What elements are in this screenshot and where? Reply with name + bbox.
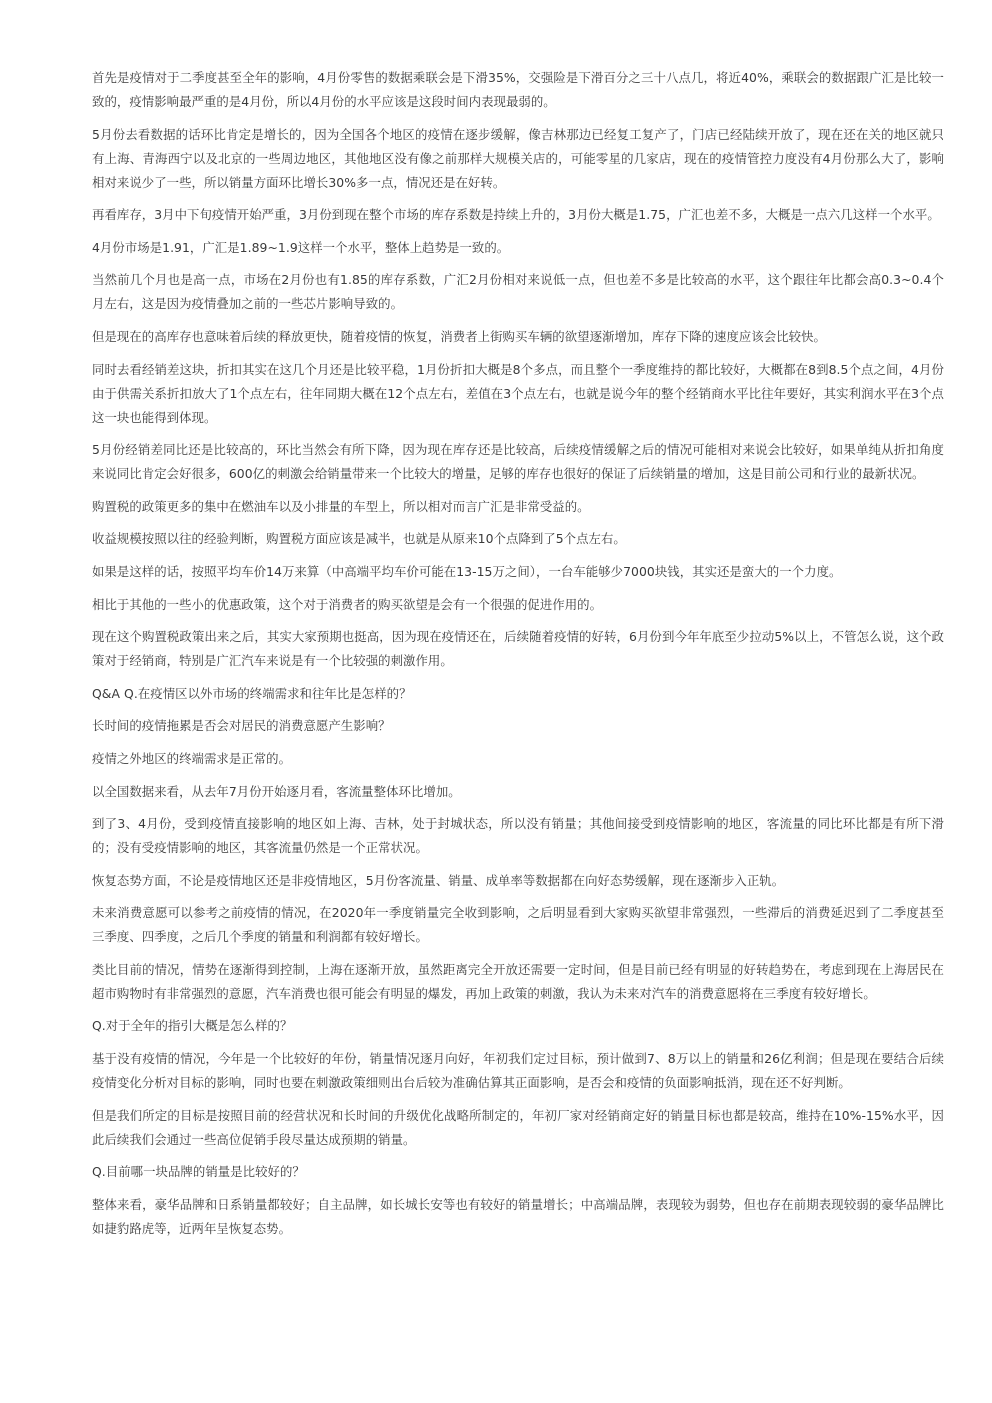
paragraph: 当然前几个月也是高一点，市场在2月份也有1.85的库存系数，广汇2月份相对来说低一点，但也差不多是比较高的水平，这个跟往年比都会高0.3~0.4个月左右，这是因为疫情叠加之前的一些芯片影响导致的。 (92, 272, 944, 312)
paragraph: 但是我们所定的目标是按照目前的经营状况和长时间的升级优化战略所制定的，年初厂家对经销商定好的销量目标也都是较高，维持在10%-15%水平，因此后续我们会通过一些高位促销手段尽量达成预期的销量。 (92, 1107, 944, 1147)
paragraph: 未来消费意愿可以参考之前疫情的情况，在2020年一季度销量完全收到影响，之后明显看到大家购买欲望非常强烈，一些滞后的消费延迟到了二季度甚至三季度、四季度，之后几个季度的销量和利润都有较好增长。 (92, 905, 944, 945)
paragraph: 5月份去看数据的话环比肯定是增长的，因为全国各个地区的疫情在逐步缓解，像吉林那边已经复工复产了，门店已经陆续开放了，现在还在关的地区就只有上海、青海西宁以及北京的一些周边地区，其他地区没有像之前那样大规模关店的，可能零星的几家店，现在的疫情管控力度没有4月份那么大了，影响相对来说少了一些，所以销量方面环比增长30%多一点，情况还是在好转。 (92, 126, 944, 190)
paragraph: 基于没有疫情的情况，今年是一个比较好的年份，销量情况逐月向好，年初我们定过目标，预计做到7、8万以上的销量和26亿利润；但是现在要结合后续疫情变化分析对目标的影响，同时也要在刺激政策细则出台后较为准确估算其正面影响，是否会和疫情的负面影响抵消，现在还不好判断。 (92, 1051, 944, 1091)
paragraph: 恢复态势方面，不论是疫情地区还是非疫情地区，5月份客流量、销量、成单率等数据都在向好态势缓解，现在逐渐步入正轨。 (92, 872, 785, 888)
paragraph: 4月份市场是1.91，广汇是1.89~1.9这样一个水平，整体上趋势是一致的。 (92, 239, 510, 255)
paragraph: 相比于其他的一些小的优惠政策，这个对于消费者的购买欲望是会有一个很强的促进作用的。 (92, 596, 603, 612)
paragraph: 到了3、4月份，受到疫情直接影响的地区如上海、吉林，处于封城状态，所以没有销量；其他间接受到疫情影响的地区，客流量的同比环比都是有所下滑的；没有受疫情影响的地区，其客流量仍然是一个正常状况。 (92, 816, 944, 856)
paragraph: 整体来看，豪华品牌和日系销量都较好；自主品牌，如长城长安等也有较好的销量增长；中高端品牌，表现较为弱势，但也存在前期表现较弱的豪华品牌比如捷豹路虎等，近两年呈恢复态势。 (92, 1196, 944, 1236)
paragraph: 但是现在的高库存也意味着后续的释放更快，随着疫情的恢复，消费者上街购买车辆的欲望逐渐增加，库存下降的速度应该会比较快。 (92, 328, 826, 344)
paragraph: 同时去看经销差这块，折扣其实在这几个月还是比较平稳，1月份折扣大概是8个多点，而且整个一季度维持的都比较好，大概都在8到8.5个点之间，4月份由于供需关系折扣放大了1个点左右，往年同期大概在12个点左右，差值在3个点左右，也就是说今年的整个经销商水平比往年要好，其实利润水平在3个点这一块也能得到体现。 (92, 361, 944, 425)
paragraph: 如果是这样的话，按照平均车价14万来算（中高端平均车价可能在13-15万之间），一台车能够少7000块钱，其实还是蛮大的一个力度。 (92, 563, 842, 579)
question-text: Q.目前哪一块品牌的销量是比较好的？ (92, 1164, 305, 1180)
paragraph: 疫情之外地区的终端需求是正常的。 (92, 750, 292, 766)
paragraph: 收益规模按照以往的经验判断，购置税方面应该是减半，也就是从原来10个点降到了5个点左右。 (92, 531, 626, 547)
paragraph: 5月份经销差同比还是比较高的，环比当然会有所下降，因为现在库存还是比较高，后续疫情缓解之后的情况可能相对来说会比较好，如果单纯从折扣角度来说同比肯定会好很多，600亿的刺激会给销量带来一个比较大的增量，足够的库存也很好的保证了后续销量的增加，这是目前公司和行业的最新状况。 (92, 442, 944, 482)
paragraph: 首先是疫情对于二季度甚至全年的影响，4月份零售的数据乘联会是下滑35%，交强险是下滑百分之三十八点几，将近40%，乘联会的数据跟广汇是比较一致的，疫情影响最严重的是4月份，所以4月份的水平应该是这段时间内表现最弱的。 (92, 70, 944, 109)
question-text: 长时间的疫情拖累是否会对居民的消费意愿产生影响？ (92, 718, 391, 734)
paragraph: 再看库存，3月中下旬疫情开始严重，3月份到现在整个市场的库存系数是持续上升的，3月份大概是1.75，广汇也差不多，大概是一点六几这样一个水平。 (92, 207, 940, 223)
paragraph: 以全国数据来看，从去年7月份开始逐月看，客流量整体环比增加。 (92, 783, 461, 799)
paragraph: 购置税的政策更多的集中在燃油车以及小排量的车型上，所以相对而言广汇是非常受益的。 (92, 498, 590, 514)
paragraph: 类比目前的情况，情势在逐渐得到控制，上海在逐渐开放，虽然距离完全开放还需要一定时间，但是目前已经有明显的好转趋势在，考虑到现在上海居民在超市购物时有非常强烈的意愿，汽车消费也很可能会有明显的爆发，再加上政策的刺激，我认为未来对汽车的消费意愿将在三季度有较好增长。 (92, 961, 944, 1001)
paragraph: 现在这个购置税政策出来之后，其实大家预期也挺高，因为现在疫情还在，后续随着疫情的好转，6月份到今年年底至少拉动5%以上，不管怎么说，这个政策对于经销商，特别是广汇汽车来说是有一个比较强的刺激作用。 (92, 629, 944, 669)
question-text: Q.对于全年的指引大概是怎么样的？ (92, 1018, 293, 1034)
document-body (92, 66, 944, 1249)
qa-heading: Q&A Q.在疫情区以外市场的终端需求和往年比是怎样的？ (92, 685, 412, 701)
